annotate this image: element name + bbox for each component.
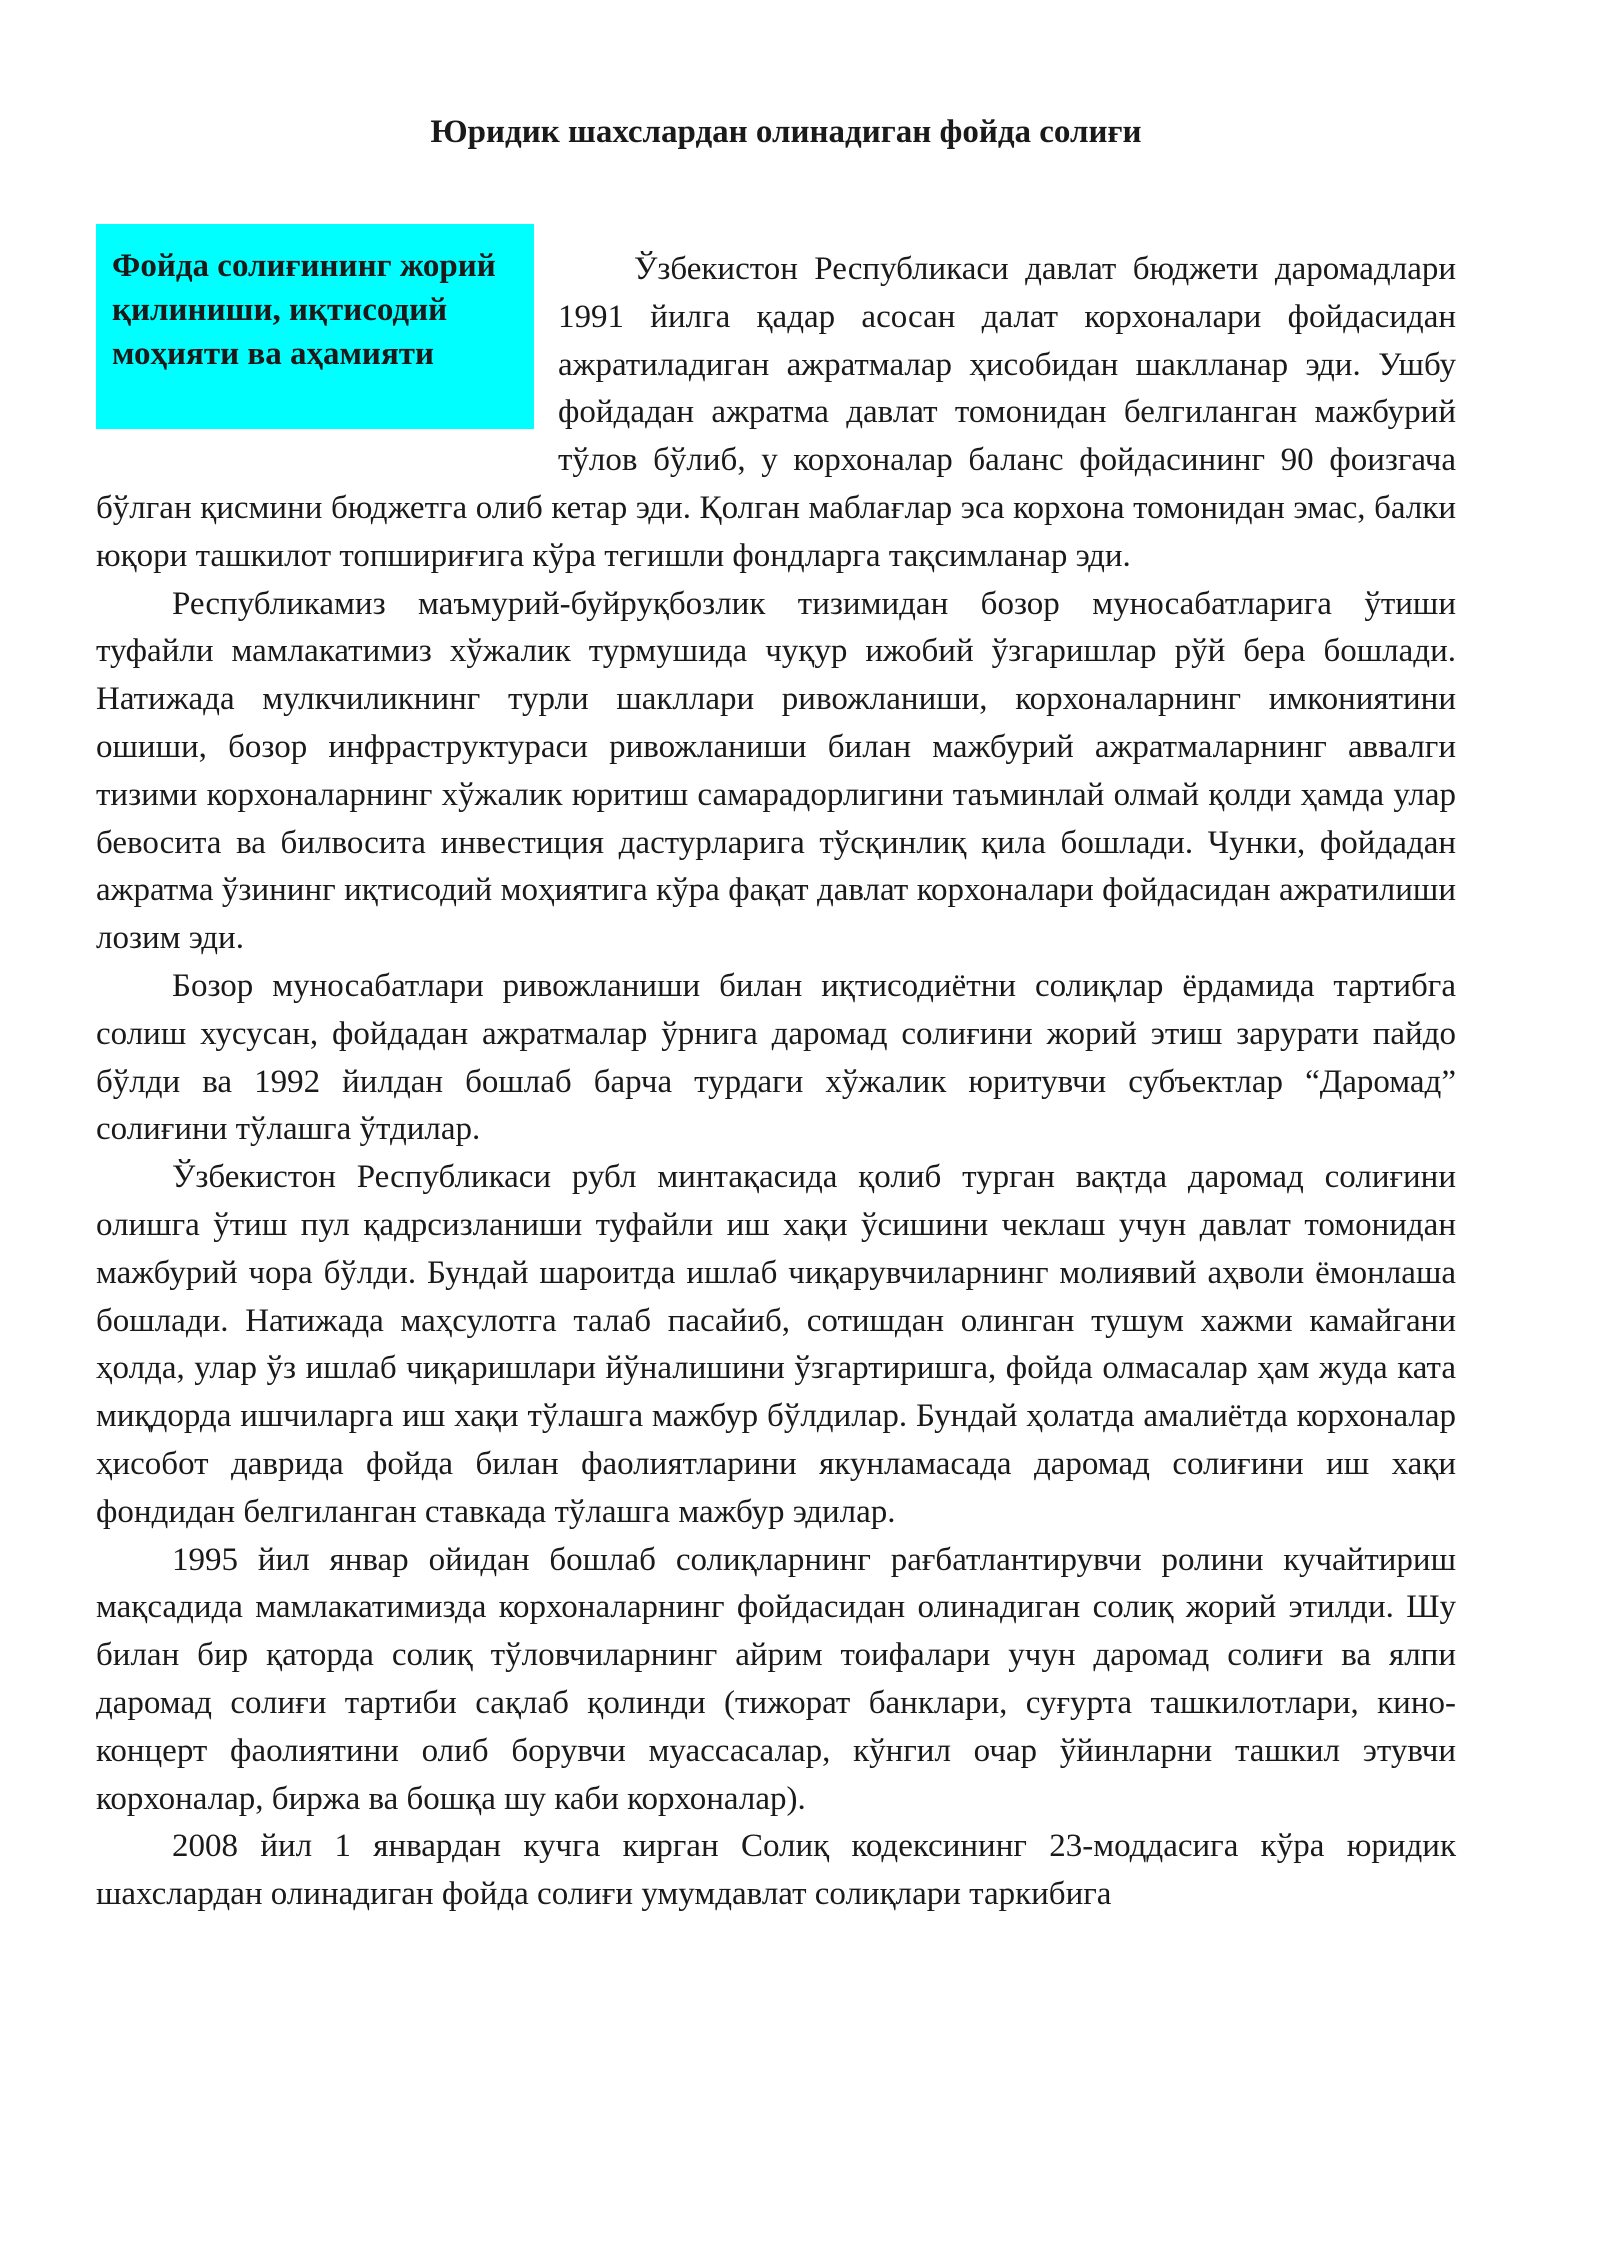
paragraph-6: 2008 йил 1 январдан кучга кирган Солиқ кодексининг 23-моддасига кўра юридик шахслардан олинадиган фойда солиғи умумдавлат солиқлари таркибига (96, 1828, 1456, 1913)
document-title: Юридик шахслардан олинадиган фойда солиғи (430, 114, 1142, 150)
paragraph-2: Республикамиз маъмурий-буйруқбозлик тизимидан бозор муносабатларига ўтиши туфайли мамлакатимиз хўжалик турмушида чуқур ижобий ўзгаришлар рўй бера бошлади. Натижада мулкчиликнинг турли шакллари ривожланиши, корхоналарнинг имкониятини ошиши, бозор инфраструктураси ривожланиши билан мажбурий ажратмаларнинг аввалги тизими корхоналарнинг хўжалик юритиш самарадорлигини таъминлай олмай қолди ҳамда улар бевосита ва билвосита инвестиция дастурларига тўсқинлиқ қила бошлади. Чунки, фойдадан ажратма ўзининг иқтисодий моҳиятига кўра фақат давлат корхоналари фойдасидан ажратилиши лозим эди. (96, 585, 1456, 957)
sidebar-heading-box (96, 224, 534, 429)
paragraph-5: 1995 йил январ ойидан бошлаб солиқларнинг рағбатлантирувчи ролини кучайтириш мақсадида мамлакатимизда корхоналарнинг фойдасидан олинадиган солиқ жорий этилди. Шу билан бир қаторда солиқ тўловчиларнинг айрим тоифалари учун даромад солиғи ва ялпи даромад солиғи тартиби сақлаб қолинди (тижорат банклари, суғурта ташкилотлари, кино-концерт фаолиятини олиб борувчи муассасалар, кўнгил очар ўйинларни ташкил этувчи корхоналар, биржа ва бошқа шу каби корхоналар). (96, 1541, 1456, 1817)
paragraph-3: Бозор муносабатлари ривожланиши билан иқтисодиётни солиқлар ёрдамида тартибга солиш хусусан, фойдадан ажратмалар ўрнига даромад солиғини жорий этиш зарурати пайдо бўлди ва 1992 йилдан бошлаб барча турдаги хўжалик юритувчи субъектлар “Даромад” солиғини тўлашга ўтдилар. (96, 967, 1456, 1148)
sidebar-heading: Фойда солиғининг жорий қилиниши, иқтисодий моҳияти ва аҳамияти (112, 248, 496, 372)
document-body (96, 246, 1456, 1919)
paragraph-1: Ўзбекистон Республикаси давлат бюджети даромадлари 1991 йилга қадар асосан далат корхоналари фойдасидан ажратиладиган ажратмалар ҳисобидан шаклланар эди. Ушбу фойдадан ажратма давлат томонидан белгиланган мажбурий тўлов бўлиб, у корхоналар баланс фойдасининг 90 фоизгача бўлган қисмини бюджетга олиб кетар эди. Қолган маблағлар эса корхона томонидан эмас, балки юқори ташкилот топшириғига кўра тегишли фондларга тақсимланар эди. (96, 251, 1456, 574)
document-page (96, 110, 1456, 1919)
paragraph-4: Ўзбекистон Республикаси рубл минтақасида қолиб турган вақтда даромад солиғини олишга ўтиш пул қадрсизланиши туфайли иш хақи ўсишини чеклаш учун давлат томонидан мажбурий чора бўлди. Бундай шароитда ишлаб чиқарувчиларнинг молиявий аҳволи ёмонлаша бошлади. Натижада маҳсулотга талаб пасайиб, сотишдан олинган тушум хажми камайгани ҳолда, улар ўз ишлаб чиқаришлари йўналишини ўзгартиришга, фойда олмасалар ҳам жуда ката миқдорда ишчиларга иш хақи тўлашга мажбур бўлдилар. Бундай ҳолатда амалиётда корхоналар ҳисобот даврида фойда билан фаолиятларини якунламасада даромад солиғини иш хақи фондидан белгиланган ставкада тўлашга мажбур эдилар. (96, 1159, 1456, 1530)
